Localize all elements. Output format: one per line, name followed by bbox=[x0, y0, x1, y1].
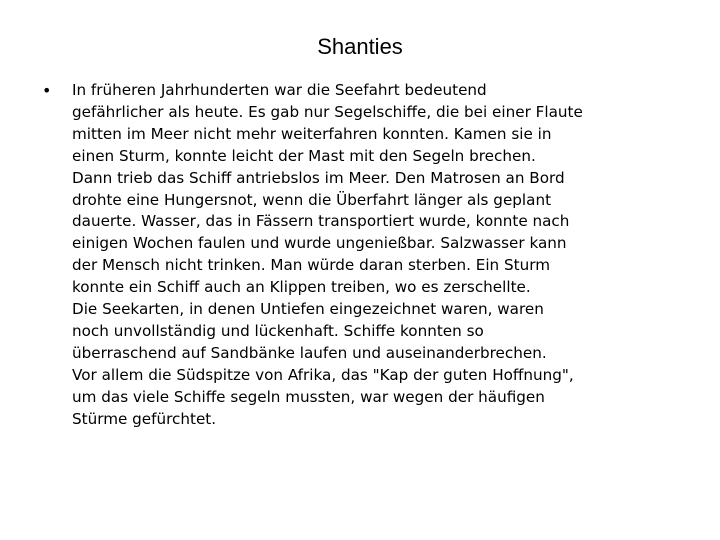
text-line: In früheren Jahrhunderten war die Seefahrt bedeutend bbox=[72, 81, 487, 99]
text-line: gefährlicher als heute. Es gab nur Segelschiffe, die bei einer Flaute bbox=[72, 102, 583, 121]
text-line: Stürme gefürchtet. bbox=[72, 409, 217, 428]
slide-title: Shanties bbox=[317, 34, 403, 59]
text-line: der Mensch nicht trinken. Man würde daran sterben. Ein Sturm bbox=[72, 256, 551, 275]
text-line: noch unvollständig und lückenhaft. Schiffe konnten so bbox=[72, 321, 484, 340]
text-line: einen Sturm, konnte leicht der Mast mit den Segeln brechen. bbox=[72, 146, 536, 165]
bullet-list bbox=[42, 80, 702, 431]
text-line: mitten im Meer nicht mehr weiterfahren konnten. Kamen sie in bbox=[72, 124, 552, 143]
text-line: dauerte. Wasser, das in Fässern transportiert wurde, konnte nach bbox=[72, 212, 570, 231]
bullet-item bbox=[42, 80, 702, 431]
text-line: Dann trieb das Schiff antriebslos im Meer. Den Matrosen an Bord bbox=[72, 168, 565, 187]
text-line: Vor allem die Südspitze von Afrika, das "Kap der guten Hoffnung", bbox=[72, 365, 574, 384]
bullet-text bbox=[72, 80, 702, 431]
text-line: überraschend auf Sandbänke laufen und auseinanderbrechen. bbox=[72, 343, 547, 362]
text-line: einigen Wochen faulen und wurde ungenießbar. Salzwasser kann bbox=[72, 234, 567, 253]
text-line: um das viele Schiffe segeln mussten, war wegen der häufigen bbox=[72, 387, 545, 406]
bullet-dot-icon: • bbox=[42, 81, 52, 100]
text-line: Die Seekarten, in denen Untiefen eingezeichnet waren, waren bbox=[72, 300, 544, 319]
text-line: drohte eine Hungersnot, wenn die Überfahrt länger als geplant bbox=[72, 190, 552, 209]
text-line: konnte ein Schiff auch an Klippen treiben, wo es zerschellte. bbox=[72, 278, 531, 297]
